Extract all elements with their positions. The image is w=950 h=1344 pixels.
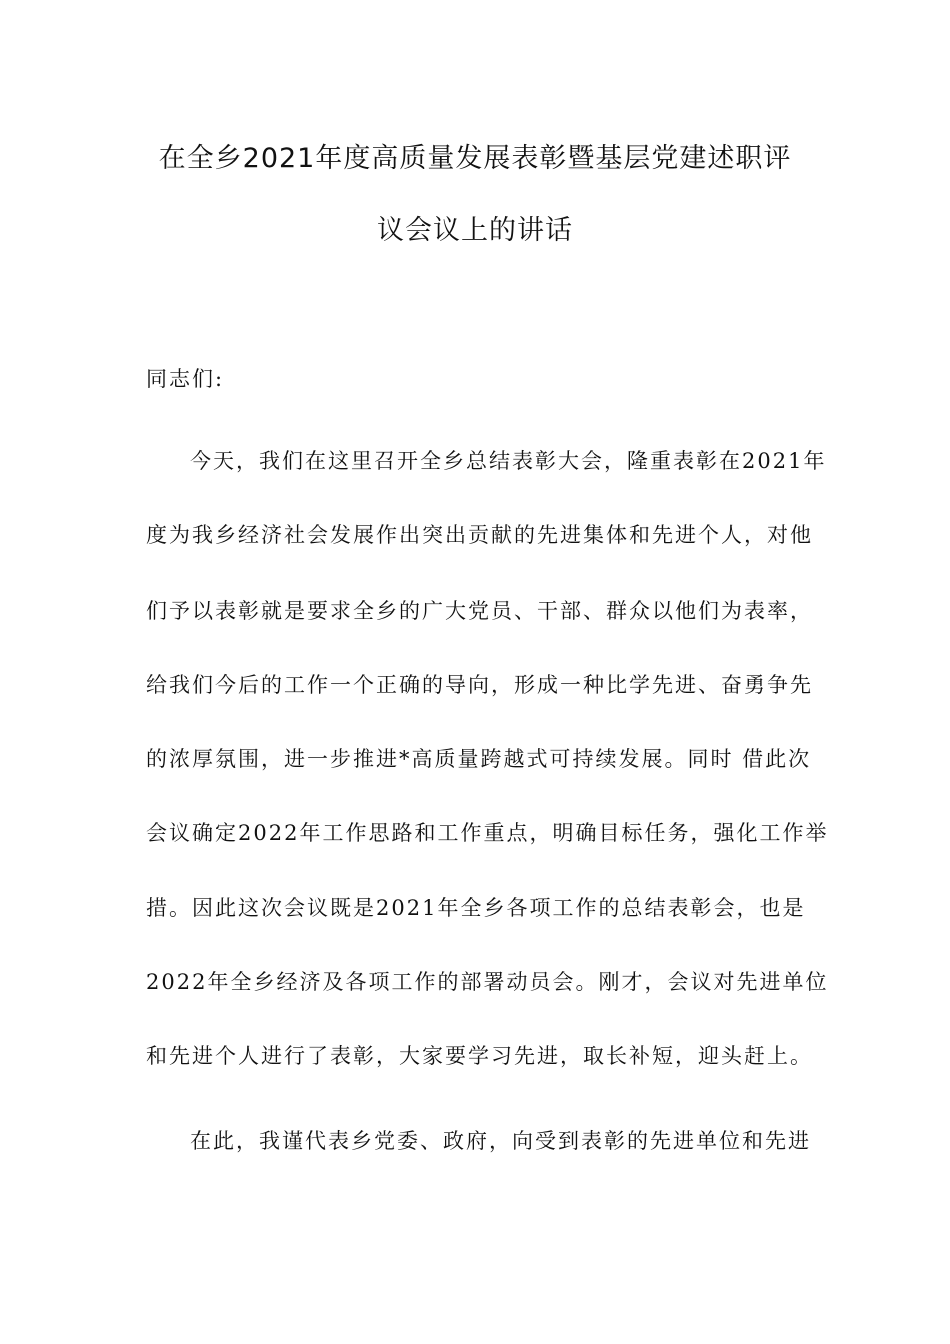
body-line-9: 和先进个人进行了表彰，大家要学习先进，取长补短，迎头赶上。 [146, 1044, 813, 1068]
salutation: 同志们: [146, 367, 225, 391]
document-title-line-2: 议会议上的讲话 [377, 215, 573, 246]
body-line-8: 2022年全乡经济及各项工作的部署动员会。刚才，会议对先进单位 [146, 970, 829, 994]
document-title-line-1: 在全乡2021年度高质量发展表彰暨基层党建述职评 [158, 143, 792, 174]
body-line-5: 的浓厚氛围，进一步推进*高质量跨越式可持续发展。同时 借此次 [146, 747, 812, 771]
body-line-2: 度为我乡经济社会发展作出突出贡献的先进集体和先进个人，对他 [146, 523, 813, 547]
body-line-10: 在此，我谨代表乡党委、政府，向受到表彰的先进单位和先进 [190, 1129, 811, 1153]
body-line-6: 会议确定2022年工作思路和工作重点，明确目标任务，强化工作举 [146, 821, 829, 845]
body-line-4: 给我们今后的工作一个正确的导向，形成一种比学先进、奋勇争先 [146, 673, 813, 697]
body-line-3: 们予以表彰就是要求全乡的广大党员、干部、群众以他们为表率， [146, 599, 813, 623]
body-line-1: 今天，我们在这里召开全乡总结表彰大会，隆重表彰在2021年 [190, 449, 827, 473]
body-line-7: 措。因此这次会议既是2021年全乡各项工作的总结表彰会，也是 [146, 896, 806, 920]
